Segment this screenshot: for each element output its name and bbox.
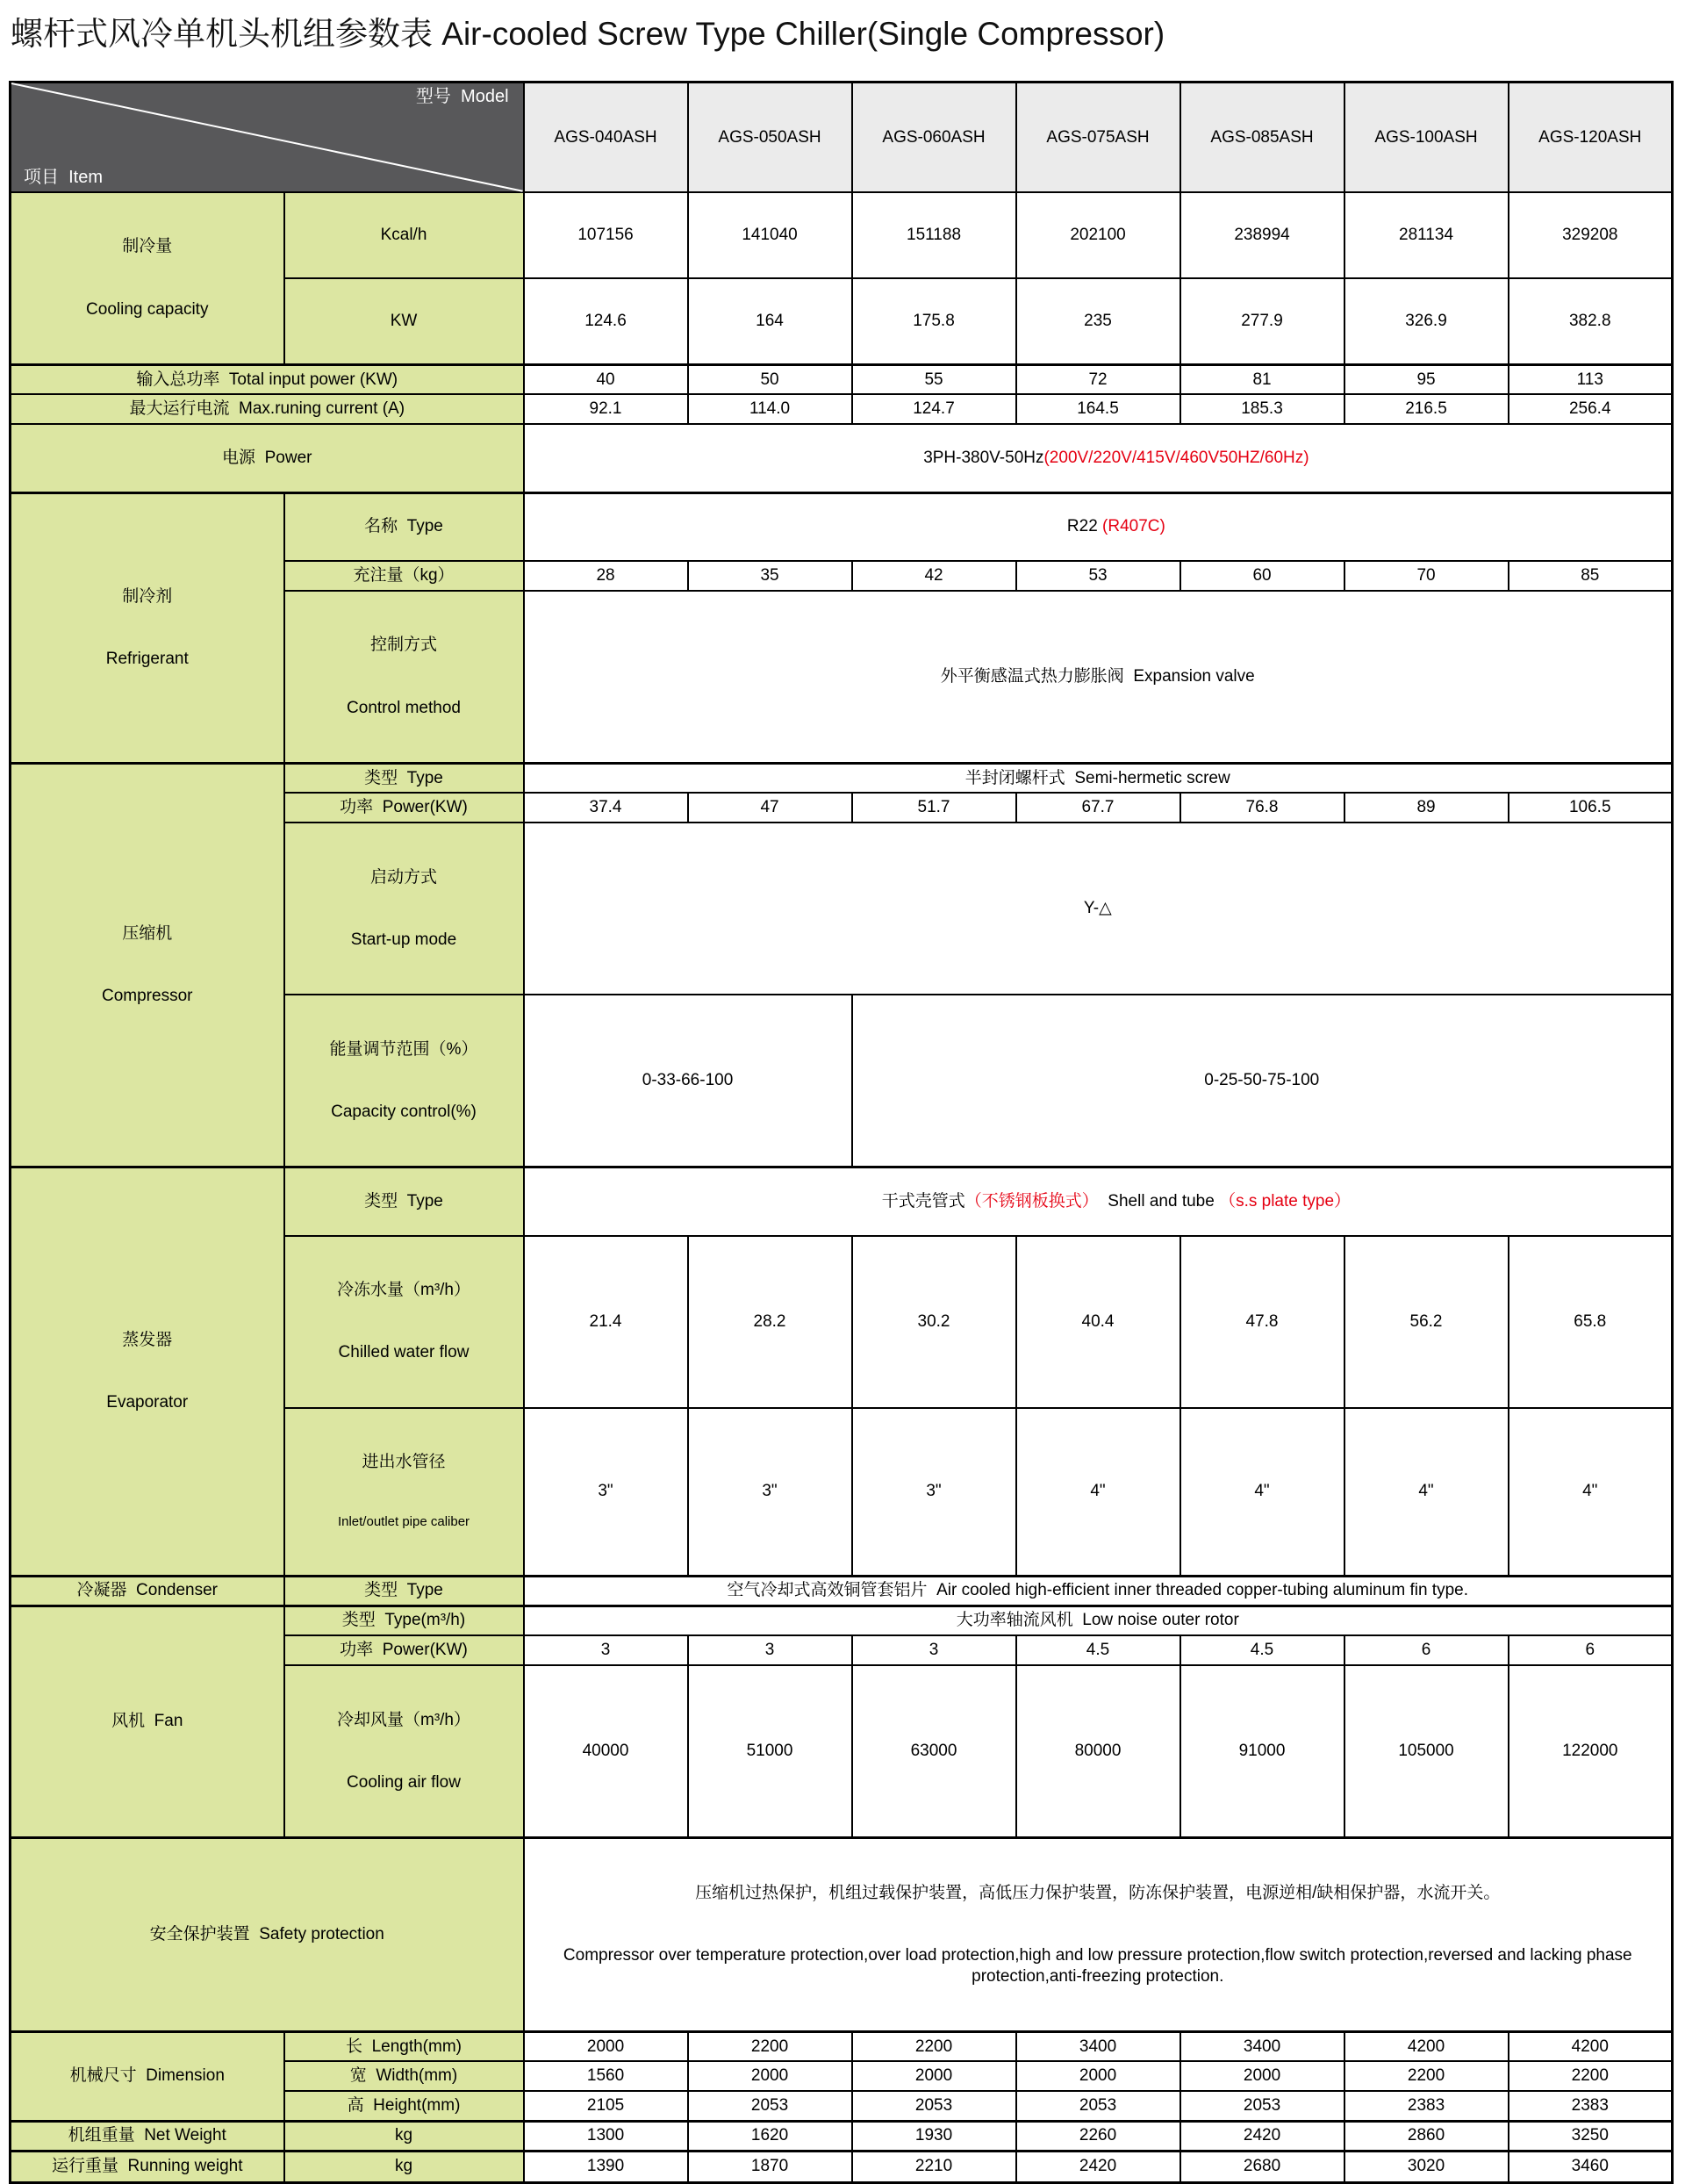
value-cell: 2000 bbox=[1180, 2061, 1344, 2091]
value-cell: 2420 bbox=[1180, 2121, 1344, 2151]
compressor-type-value-cell: 半封闭螺杆式 Semi-hermetic screw bbox=[524, 763, 1673, 793]
group-label-zh: 制冷量 bbox=[122, 237, 173, 256]
table-row bbox=[11, 2031, 1673, 2061]
value-cell: 256.4 bbox=[1509, 394, 1673, 424]
value-cell: 2053 bbox=[852, 2091, 1016, 2121]
value-cell: 2105 bbox=[524, 2091, 688, 2121]
value-cell: 60 bbox=[1180, 561, 1344, 591]
sub-item-cell: 类型 Type(m³/h) bbox=[284, 1606, 524, 1635]
value-cell: 124.7 bbox=[852, 394, 1016, 424]
value-cell: 3250 bbox=[1509, 2121, 1673, 2151]
value-cell: 151188 bbox=[852, 192, 1016, 278]
value-cell: 40.4 bbox=[1016, 1236, 1180, 1408]
value-cell: 6 bbox=[1344, 1635, 1509, 1665]
model-header-cell: AGS-075ASH bbox=[1016, 83, 1180, 192]
value-cell: 113 bbox=[1509, 364, 1673, 394]
item-group-cell-cooling bbox=[11, 192, 284, 365]
value-cell: 3" bbox=[524, 1408, 688, 1577]
power-supply-value-cell bbox=[524, 424, 1673, 492]
sub-item-cell: 功率 Power(KW) bbox=[284, 793, 524, 823]
value-cell: 2053 bbox=[1016, 2091, 1180, 2121]
value-cell: 106.5 bbox=[1509, 793, 1673, 823]
value-cell: 4200 bbox=[1344, 2031, 1509, 2061]
value-cell: 53 bbox=[1016, 561, 1180, 591]
table-row bbox=[11, 394, 1673, 424]
control-method-value-cell: 外平衡感温式热力膨胀阀 Expansion valve bbox=[524, 591, 1673, 764]
item-cell-running-weight: 运行重量 Running weight bbox=[11, 2151, 284, 2182]
value-cell: 30.2 bbox=[852, 1236, 1016, 1408]
value-cell: 37.4 bbox=[524, 793, 688, 823]
value-cell: 92.1 bbox=[524, 394, 688, 424]
group-label-en: Refrigerant bbox=[105, 649, 189, 668]
power-supply-value: 3PH-380V-50Hz bbox=[923, 449, 1044, 467]
table-row bbox=[11, 192, 1673, 278]
group-label-zh: 压缩机 bbox=[122, 924, 173, 943]
value-cell: 2860 bbox=[1344, 2121, 1509, 2151]
sub-item-cell bbox=[284, 1236, 524, 1408]
model-header-cell: AGS-040ASH bbox=[524, 83, 688, 192]
unit-cell: kg bbox=[284, 2151, 524, 2182]
sub-item-cell: 高 Height(mm) bbox=[284, 2091, 524, 2121]
evaporator-type-part-red: （s.s plate type） bbox=[1219, 1192, 1352, 1211]
value-cell: 235 bbox=[1016, 278, 1180, 364]
value-cell: 4.5 bbox=[1016, 1635, 1180, 1665]
item-group-cell-fan: 风机 Fan bbox=[11, 1606, 284, 1838]
item-group-cell-refrigerant bbox=[11, 492, 284, 763]
value-cell: 3400 bbox=[1180, 2031, 1344, 2061]
refrigerant-name: R22 bbox=[1066, 517, 1103, 536]
value-cell: 3 bbox=[524, 1635, 688, 1665]
table-row bbox=[11, 364, 1673, 394]
page-title: 螺杆式风冷单机头机组参数表 Air-cooled Screw Type Chiller(Single Compressor) bbox=[11, 16, 1165, 52]
value-cell: 51000 bbox=[688, 1665, 852, 1838]
value-cell: 35 bbox=[688, 561, 852, 591]
safety-value-cell bbox=[524, 1838, 1673, 2032]
value-cell: 56.2 bbox=[1344, 1236, 1509, 1408]
value-cell: 2200 bbox=[1344, 2061, 1509, 2091]
value-cell: 65.8 bbox=[1509, 1236, 1673, 1408]
value-cell: 277.9 bbox=[1180, 278, 1344, 364]
value-cell: 42 bbox=[852, 561, 1016, 591]
startup-mode-value-cell: Y-△ bbox=[524, 823, 1673, 995]
sub-item-cell bbox=[284, 1665, 524, 1838]
item-group-cell-condenser: 冷凝器 Condenser bbox=[11, 1576, 284, 1606]
value-cell: 2000 bbox=[688, 2061, 852, 2091]
value-cell: 164 bbox=[688, 278, 852, 364]
sub-item-cell bbox=[284, 823, 524, 995]
model-header-cell: AGS-085ASH bbox=[1180, 83, 1344, 192]
sub-item-cell bbox=[284, 1408, 524, 1577]
table-row bbox=[11, 1606, 1673, 1635]
value-cell: 6 bbox=[1509, 1635, 1673, 1665]
value-cell: 4" bbox=[1180, 1408, 1344, 1577]
item-axis-label: 项目 Item bbox=[24, 167, 104, 187]
value-cell: 1300 bbox=[524, 2121, 688, 2151]
safety-text-zh: 压缩机过热保护，机组过载保护装置，高低压力保护装置，防冻保护装置，电源逆相/缺相保护器，水流开关。 bbox=[695, 1883, 1501, 1902]
value-cell: 40 bbox=[524, 364, 688, 394]
value-cell: 21.4 bbox=[524, 1236, 688, 1408]
table-row bbox=[11, 763, 1673, 793]
value-cell: 164.5 bbox=[1016, 394, 1180, 424]
value-cell: 2000 bbox=[1016, 2061, 1180, 2091]
value-cell: 4.5 bbox=[1180, 1635, 1344, 1665]
sub-label-zh: 能量调节范围（%） bbox=[329, 1039, 478, 1059]
sub-item-cell: 名称 Type bbox=[284, 492, 524, 561]
value-cell: 2000 bbox=[524, 2031, 688, 2061]
sub-item-cell: 功率 Power(KW) bbox=[284, 1635, 524, 1665]
sub-label-zh: 进出水管径 bbox=[362, 1453, 446, 1471]
table-row bbox=[11, 2121, 1673, 2151]
value-cell: 55 bbox=[852, 364, 1016, 394]
sub-label-zh: 控制方式 bbox=[370, 636, 438, 655]
sub-label-en: Start-up mode bbox=[350, 930, 457, 949]
capacity-control-left-cell: 0-33-66-100 bbox=[524, 995, 852, 1167]
value-cell: 141040 bbox=[688, 192, 852, 278]
refrigerant-name-red: (R407C) bbox=[1102, 517, 1165, 536]
value-cell: 2420 bbox=[1016, 2151, 1180, 2182]
value-cell: 3460 bbox=[1509, 2151, 1673, 2182]
sub-item-cell: 宽 Width(mm) bbox=[284, 2061, 524, 2091]
sub-item-cell: 类型 Type bbox=[284, 1576, 524, 1606]
value-cell: 91000 bbox=[1180, 1665, 1344, 1838]
value-cell: 3" bbox=[688, 1408, 852, 1577]
value-cell: 1620 bbox=[688, 2121, 852, 2151]
sub-item-cell: 类型 Type bbox=[284, 1167, 524, 1236]
value-cell: 2680 bbox=[1180, 2151, 1344, 2182]
value-cell: 238994 bbox=[1180, 192, 1344, 278]
sub-item-cell: 长 Length(mm) bbox=[284, 2031, 524, 2061]
value-cell: 47.8 bbox=[1180, 1236, 1344, 1408]
value-cell: 4" bbox=[1344, 1408, 1509, 1577]
value-cell: 70 bbox=[1344, 561, 1509, 591]
value-cell: 326.9 bbox=[1344, 278, 1509, 364]
model-header-cell: AGS-100ASH bbox=[1344, 83, 1509, 192]
group-label-en: Evaporator bbox=[106, 1393, 189, 1412]
evaporator-type-part: 干式壳管式 bbox=[881, 1192, 965, 1211]
model-header-cell: AGS-050ASH bbox=[688, 83, 852, 192]
sub-label-zh: 冷冻水量（m³/h） bbox=[337, 1281, 471, 1299]
value-cell: 382.8 bbox=[1509, 278, 1673, 364]
table-row bbox=[11, 1838, 1673, 2032]
value-cell: 1930 bbox=[852, 2121, 1016, 2151]
refrigerant-name-value-cell bbox=[524, 492, 1673, 561]
sub-item-cell: 类型 Type bbox=[284, 763, 524, 793]
value-cell: 3400 bbox=[1016, 2031, 1180, 2061]
value-cell: 2200 bbox=[1509, 2061, 1673, 2091]
value-cell: 281134 bbox=[1344, 192, 1509, 278]
group-label-en: Compressor bbox=[102, 987, 193, 1006]
table-row bbox=[11, 492, 1673, 561]
model-header-cell: AGS-120ASH bbox=[1509, 83, 1673, 192]
item-group-cell-compressor bbox=[11, 763, 284, 1167]
sub-label-en: Control method bbox=[347, 698, 461, 717]
value-cell: 28.2 bbox=[688, 1236, 852, 1408]
value-cell: 216.5 bbox=[1344, 394, 1509, 424]
value-cell: 4" bbox=[1016, 1408, 1180, 1577]
table-row bbox=[11, 424, 1673, 492]
sub-item-cell bbox=[284, 591, 524, 764]
value-cell: 76.8 bbox=[1180, 793, 1344, 823]
item-group-cell-dimension: 机械尺寸 Dimension bbox=[11, 2031, 284, 2121]
value-cell: 2200 bbox=[852, 2031, 1016, 2061]
model-header-cell: AGS-060ASH bbox=[852, 83, 1016, 192]
value-cell: 124.6 bbox=[524, 278, 688, 364]
table-header-row bbox=[11, 83, 1673, 192]
value-cell: 67.7 bbox=[1016, 793, 1180, 823]
evaporator-type-value-cell bbox=[524, 1167, 1673, 1236]
value-cell: 3" bbox=[852, 1408, 1016, 1577]
item-group-cell-evaporator bbox=[11, 1167, 284, 1576]
value-cell: 89 bbox=[1344, 793, 1509, 823]
value-cell: 40000 bbox=[524, 1665, 688, 1838]
fan-type-value-cell: 大功率轴流风机 Low noise outer rotor bbox=[524, 1606, 1673, 1635]
value-cell: 2260 bbox=[1016, 2121, 1180, 2151]
unit-cell: kg bbox=[284, 2121, 524, 2151]
sub-item-cell: KW bbox=[284, 278, 524, 364]
value-cell: 95 bbox=[1344, 364, 1509, 394]
value-cell: 28 bbox=[524, 561, 688, 591]
value-cell: 2383 bbox=[1509, 2091, 1673, 2121]
sub-label-en: Cooling air flow bbox=[347, 1772, 461, 1792]
value-cell: 1560 bbox=[524, 2061, 688, 2091]
item-cell-safety: 安全保护装置 Safety protection bbox=[11, 1838, 524, 2032]
safety-text-en: Compressor over temperature protection,over load protection,high and low pressure protection,flow switch protection,reversed and lacking phase protection,anti-freezing protection. bbox=[563, 1945, 1637, 1986]
value-cell: 80000 bbox=[1016, 1665, 1180, 1838]
table-row bbox=[11, 1576, 1673, 1606]
sub-label-zh: 冷却风量（m³/h） bbox=[337, 1710, 471, 1729]
value-cell: 2200 bbox=[688, 2031, 852, 2061]
table-row bbox=[11, 2151, 1673, 2182]
value-cell: 50 bbox=[688, 364, 852, 394]
value-cell: 329208 bbox=[1509, 192, 1673, 278]
value-cell: 175.8 bbox=[852, 278, 1016, 364]
power-supply-value-red: (200V/220V/415V/460V50HZ/60Hz) bbox=[1043, 449, 1309, 467]
value-cell: 105000 bbox=[1344, 1665, 1509, 1838]
sub-item-cell: Kcal/h bbox=[284, 192, 524, 278]
value-cell: 107156 bbox=[524, 192, 688, 278]
value-cell: 202100 bbox=[1016, 192, 1180, 278]
value-cell: 4" bbox=[1509, 1408, 1673, 1577]
condenser-type-value-cell: 空气冷却式高效铜管套铝片 Air cooled high-efficient inner threaded copper-tubing aluminum fin type. bbox=[524, 1576, 1673, 1606]
sub-item-cell bbox=[284, 995, 524, 1167]
corner-header-cell bbox=[11, 83, 524, 192]
value-cell: 72 bbox=[1016, 364, 1180, 394]
value-cell: 2000 bbox=[852, 2061, 1016, 2091]
sub-label-zh: 启动方式 bbox=[370, 867, 438, 887]
value-cell: 51.7 bbox=[852, 793, 1016, 823]
value-cell: 2053 bbox=[688, 2091, 852, 2121]
value-cell: 3 bbox=[688, 1635, 852, 1665]
item-cell-power-supply: 电源 Power bbox=[11, 424, 524, 492]
value-cell: 63000 bbox=[852, 1665, 1016, 1838]
value-cell: 2383 bbox=[1344, 2091, 1509, 2121]
item-cell-net-weight: 机组重量 Net Weight bbox=[11, 2121, 284, 2151]
sub-label-en: Chilled water flow bbox=[338, 1343, 470, 1362]
value-cell: 85 bbox=[1509, 561, 1673, 591]
value-cell: 185.3 bbox=[1180, 394, 1344, 424]
sub-label-en: Capacity control(%) bbox=[331, 1103, 477, 1121]
value-cell: 1390 bbox=[524, 2151, 688, 2182]
group-label-en: Cooling capacity bbox=[86, 299, 209, 319]
evaporator-type-part-red: （不锈钢板换式） bbox=[964, 1192, 1099, 1211]
group-label-zh: 蒸发器 bbox=[122, 1330, 173, 1349]
value-cell: 114.0 bbox=[688, 394, 852, 424]
group-label-zh: 制冷剂 bbox=[122, 586, 173, 606]
value-cell: 81 bbox=[1180, 364, 1344, 394]
value-cell: 1870 bbox=[688, 2151, 852, 2182]
evaporator-type-part: Shell and tube bbox=[1098, 1192, 1220, 1211]
value-cell: 2210 bbox=[852, 2151, 1016, 2182]
spec-table bbox=[9, 81, 1674, 2184]
value-cell: 4200 bbox=[1509, 2031, 1673, 2061]
value-cell: 3020 bbox=[1344, 2151, 1509, 2182]
item-cell-input-power: 输入总功率 Total input power (KW) bbox=[11, 364, 524, 394]
value-cell: 2053 bbox=[1180, 2091, 1344, 2121]
value-cell: 3 bbox=[852, 1635, 1016, 1665]
table-row bbox=[11, 1167, 1673, 1236]
model-axis-label: 型号 Model bbox=[415, 87, 509, 106]
value-cell: 122000 bbox=[1509, 1665, 1673, 1838]
value-cell: 47 bbox=[688, 793, 852, 823]
item-cell-max-current: 最大运行电流 Max.runing current (A) bbox=[11, 394, 524, 424]
sub-label-en: Inlet/outlet pipe caliber bbox=[337, 1514, 470, 1530]
sub-item-cell: 充注量（kg） bbox=[284, 561, 524, 591]
capacity-control-right-cell: 0-25-50-75-100 bbox=[852, 995, 1673, 1167]
